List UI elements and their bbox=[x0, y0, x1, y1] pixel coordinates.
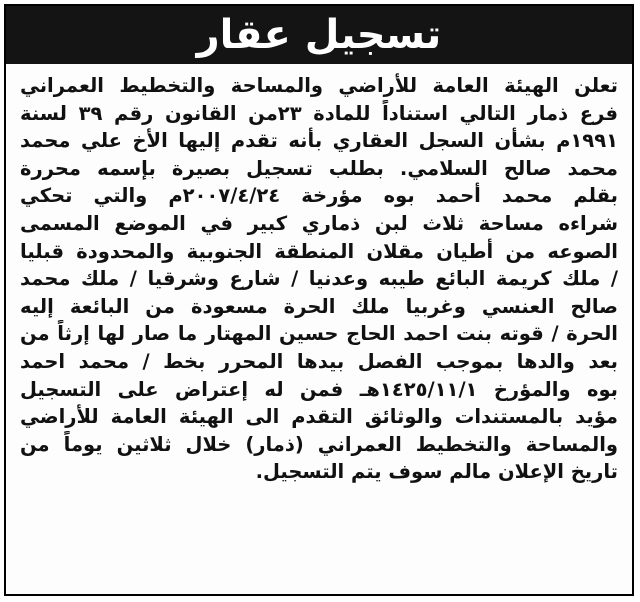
notice-header bbox=[6, 6, 632, 64]
notice-body bbox=[20, 72, 618, 592]
notice-line: بعد والدها بموجب الفصل بيدها المحرر بخط / محمد احمد bbox=[20, 349, 618, 373]
notice-frame bbox=[4, 4, 634, 596]
notice-line: مؤيد بالمستندات والوثائق التقدم الى الهيئة العامة للأراضي bbox=[20, 405, 618, 429]
notice-line: محمد صالح السلامي. بطلب تسجيل بصيرة بإسمه محررة bbox=[20, 156, 618, 180]
notice-line: / ملك كريمة البائع طيبه وعدنيا / شارع وشرقيا / ملك محمد bbox=[20, 267, 618, 291]
notice-line: بوه والمؤرخ ١٤٢٥/١١/١هـ فمن له إعتراض على التسجيل bbox=[20, 377, 618, 401]
notice-line: والمساحة والتخطيط العمراني (ذمار) خلال ثلاثين يوماً من bbox=[20, 432, 618, 456]
notice-line: بقلم محمد أحمد بوه مؤرخة ٢٠٠٧/٤/٢٤م والتي تحكي bbox=[20, 184, 618, 208]
notice-title: تسجيل عقار bbox=[196, 12, 442, 58]
notice-line: ١٩٩١م بشأن السجل العقاري بأنه تقدم إليها الأخ علي محمد bbox=[20, 129, 618, 153]
notice-line: فرع ذمار التالي استناداً للمادة ٢٣من القانون رقم ٣٩ لسنة bbox=[20, 101, 618, 125]
notice-line: شراءه مساحة ثلاث لبن ذماري كبير في الموضع المسمى bbox=[20, 211, 618, 235]
notice-line: الحرة / قوته بنت احمد الحاج حسين المهتار ما صار لها إرثاً من bbox=[20, 322, 618, 346]
notice-line-last: تاريخ الإعلان مالم سوف يتم التسجيل. bbox=[255, 460, 618, 484]
notice-line: تعلن الهيئة العامة للأراضي والمساحة والتخطيط العمراني bbox=[20, 74, 618, 97]
notice-line: صالح العنسي وغربيا ملك الحرة مسعودة من البائعة إليه bbox=[20, 294, 618, 318]
notice-line: الصوعه من أطيان مقلان المنطقة الجنوبية والمحدودة قبليا bbox=[20, 239, 618, 263]
